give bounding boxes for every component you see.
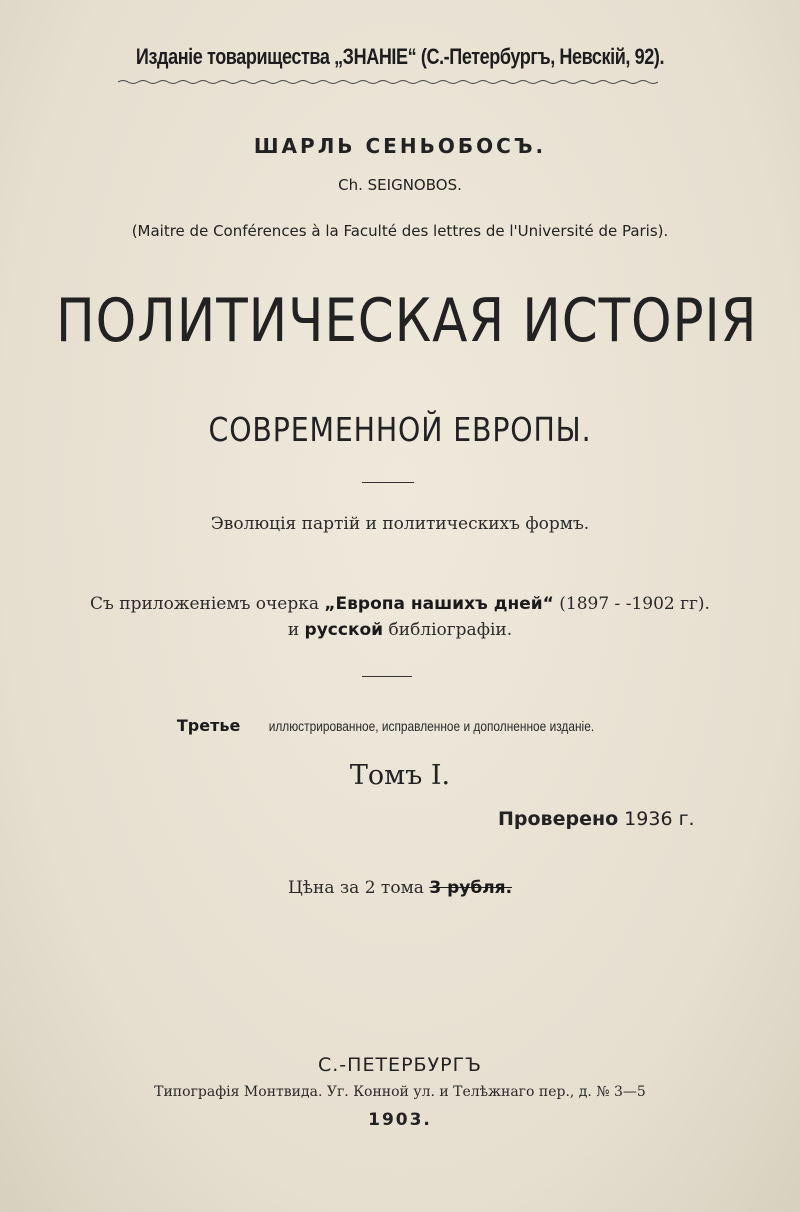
edition-line: [0, 716, 800, 735]
appendix-line-1: [0, 594, 800, 614]
volume-number: Томъ I.: [349, 760, 451, 791]
appendix-bibliography-bold: русской: [304, 620, 384, 640]
edition-ordinal: Третье: [176, 716, 241, 735]
author-position: (Maitre de Conférences à la Faculté des lettres de l'Université de Paris).: [131, 222, 669, 240]
imprint-printer: Типографія Монтвида. Уг. Конной ул. и Телѣжнаго пер., д. № 3—5: [154, 1084, 646, 1100]
appendix-line2-prefix: и: [287, 620, 305, 640]
appendix-bibliography: библіографіи.: [383, 620, 513, 640]
author-name-ru: ШАРЛЬ СЕНЬОБОСЪ.: [253, 134, 547, 158]
imprint-year: 1903.: [368, 1110, 432, 1130]
divider-rule: [362, 482, 414, 483]
check-stamp-word: Проверено: [498, 808, 619, 830]
book-title: ПОЛИТИЧЕСКАЯ ИСТОРІЯ: [56, 286, 758, 356]
price-struck-value: 3 рубля.: [429, 878, 513, 898]
publisher-line: Изданіе товарищества „ЗНАНІЕ“ (С.-Петербургъ, Невскій, 92).: [135, 44, 665, 69]
imprint-city: С.-ПЕТЕРБУРГЪ: [318, 1054, 482, 1076]
price-line: [0, 878, 800, 898]
book-subtitle: СОВРЕМЕННОЙ ЕВРОПЫ.: [208, 410, 592, 449]
price-prefix: Цѣна за 2 тома: [287, 878, 430, 898]
appendix-years: (1897 - -1902 гг).: [553, 594, 710, 614]
book-description: Эволюція партій и политическихъ формъ.: [210, 514, 590, 534]
check-stamp-date: 1936 г.: [618, 808, 695, 830]
library-check-stamp: [498, 808, 695, 830]
divider-rule: [362, 676, 412, 677]
appendix-line-2: [0, 620, 800, 640]
appendix-prefix: Съ приложеніемъ очерка: [90, 594, 325, 614]
publisher-wavy-underline: [118, 79, 658, 85]
author-name-lat: Ch. SEIGNOBOS.: [338, 176, 462, 194]
appendix-essay-title: „Европа нашихъ дней“: [324, 594, 554, 614]
edition-description: иллюстрированное, исправленное и дополненное изданіе.: [269, 718, 595, 734]
